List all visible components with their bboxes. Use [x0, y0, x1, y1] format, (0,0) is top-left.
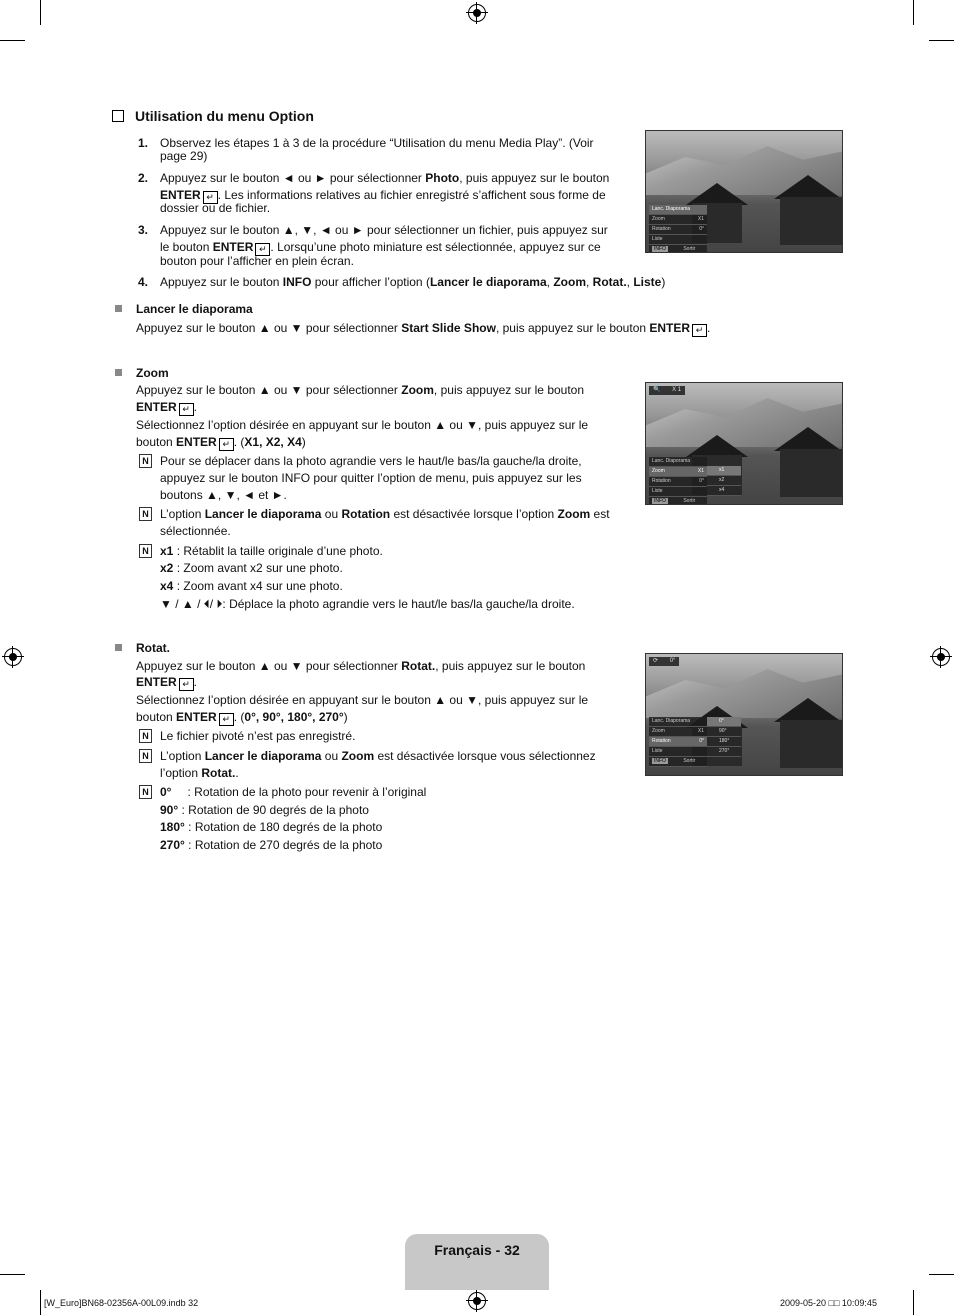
section-title: Utilisation du menu Option	[135, 108, 314, 124]
step-number: 3.	[138, 223, 149, 237]
enter-icon: ↵	[219, 438, 234, 451]
note-text: ▼ / ▲ / ⏴/ ⏵: Déplace la photo agrandie vers le haut/le bas/la gauche/la droite.	[160, 597, 575, 611]
print-footer-date: 2009-05-20 □□ 10:09:45	[780, 1298, 877, 1308]
registration-mark-icon	[932, 648, 950, 666]
registration-mark-icon	[468, 4, 486, 22]
enter-icon: ↵	[692, 324, 707, 337]
option-menu: Lanc. Diaporama Zoom X1 Rotation 0° Liste INFO Sortir	[649, 717, 707, 767]
step-text: bouton pour l’afficher en plein écran.	[160, 254, 354, 268]
crop-mark	[0, 40, 25, 41]
body-text: Appuyez sur le bouton ▲ ou ▼ pour sélectionner Rotat., puis appuyez sur le bouton	[136, 659, 586, 673]
step-text: Observez les étapes 1 à 3 de la procédure “Utilisation du menu Media Play”. (Voir	[160, 136, 594, 150]
subsection-heading: Zoom	[136, 366, 169, 380]
body-text: Sélectionnez l’option désirée en appuyant sur le bouton ▲ ou ▼, puis appuyez sur le	[136, 693, 589, 707]
zoom-indicator: 🔍 X 1	[649, 386, 685, 395]
note-text: x4 : Zoom avant x4 sur une photo.	[160, 579, 343, 593]
option-menu: Lanc. Diaporama Zoom X1 Rotation 0° Liste INFO Sortir	[649, 205, 707, 253]
rotation-indicator: ⟳ 0°	[649, 657, 679, 666]
note-text: Pour se déplacer dans la photo agrandie vers le haut/le bas/la gauche/la droite,	[160, 454, 582, 468]
note-text: x1 : Rétablit la taille originale d’une photo.	[160, 544, 383, 558]
subsection-heading: Rotat.	[136, 641, 170, 655]
rotation-options: 0° 90° 180° 270°	[707, 717, 741, 757]
note-icon: N	[139, 454, 152, 468]
subsection-heading: Lancer le diaporama	[136, 302, 253, 316]
step-number: 4.	[138, 275, 149, 289]
crop-mark	[929, 40, 954, 41]
body-text: ENTER ↵ .	[136, 675, 198, 689]
step-text: page 29)	[160, 149, 208, 163]
enter-icon: ↵	[179, 403, 194, 416]
enter-icon: ↵	[203, 191, 218, 204]
note-icon: N	[139, 729, 152, 743]
note-text: Le fichier pivoté n’est pas enregistré.	[160, 729, 356, 743]
note-text: x2 : Zoom avant x2 sur une photo.	[160, 561, 343, 575]
note-text: l’option Rotat..	[160, 766, 239, 780]
note-text: appuyez sur le bouton INFO pour quitter l’option de menu, puis appuyez sur les	[160, 471, 582, 485]
option-menu: Lanc. Diaporama Zoom X1 Rotation 0° Liste INFO Sortir	[649, 457, 707, 505]
step-text: ENTER ↵ . Les informations relatives au fichier enregistré s’affichent sous forme de	[160, 188, 606, 202]
bullet-square-icon	[115, 369, 122, 376]
photo-screenshot-rotation-menu	[645, 653, 843, 776]
crop-mark	[929, 1274, 954, 1275]
bullet-square-icon	[115, 305, 122, 312]
step-number: 2.	[138, 171, 149, 185]
body-text: bouton ENTER ↵ . (X1, X2, X4)	[136, 435, 306, 449]
enter-icon: ↵	[255, 243, 270, 256]
registration-mark-icon	[4, 648, 22, 666]
photo-screenshot-zoom-menu	[645, 382, 843, 505]
zoom-options: x1 x2 x4	[707, 466, 741, 496]
step-number: 1.	[138, 136, 149, 150]
enter-icon: ↵	[219, 713, 234, 726]
photo-screenshot-option-menu	[645, 130, 843, 253]
checkbox-icon	[112, 110, 124, 122]
crop-mark	[913, 1290, 914, 1315]
body-text: ENTER ↵ .	[136, 400, 198, 414]
page-number: Français - 32	[434, 1242, 520, 1258]
note-text: 0° : Rotation de la photo pour revenir à l’original	[160, 785, 427, 799]
note-icon: N	[139, 507, 152, 521]
crop-mark	[0, 1274, 25, 1275]
note-text: L’option Lancer le diaporama ou Zoom est désactivée lorsque vous sélectionnez	[160, 749, 596, 763]
print-footer-file: [W_Euro]BN68-02356A-00L09.indb 32	[44, 1298, 199, 1308]
enter-icon: ↵	[179, 678, 194, 691]
note-text: 90° : Rotation de 90 degrés de la photo	[160, 803, 369, 817]
note-text: L’option Lancer le diaporama ou Rotation est désactivée lorsque l’option Zoom est	[160, 507, 610, 521]
step-text: le bouton ENTER ↵ . Lorsqu’une photo miniature est sélectionnée, appuyez sur ce	[160, 240, 601, 254]
step-text: Appuyez sur le bouton ◄ ou ► pour sélectionner Photo, puis appuyez sur le bouton	[160, 171, 610, 185]
crop-mark	[913, 0, 914, 25]
step-text: dossier ou de fichier.	[160, 201, 271, 215]
note-text: 270° : Rotation de 270 degrés de la photo	[160, 838, 383, 852]
crop-mark	[40, 0, 41, 25]
note-text: boutons ▲, ▼, ◄ et ►.	[160, 488, 287, 502]
note-icon: N	[139, 544, 152, 558]
body-text: Sélectionnez l’option désirée en appuyant sur le bouton ▲ ou ▼, puis appuyez sur le	[136, 418, 589, 432]
note-text: sélectionnée.	[160, 524, 231, 538]
note-icon: N	[139, 749, 152, 763]
body-text: bouton ENTER ↵ . (0°, 90°, 180°, 270°)	[136, 710, 348, 724]
note-text: 180° : Rotation de 180 degrés de la photo	[160, 820, 383, 834]
step-text: Appuyez sur le bouton INFO pour afficher l’option (Lancer le diaporama, Zoom, Rotat., Liste)	[160, 275, 666, 289]
note-icon: N	[139, 785, 152, 799]
body-text: Appuyez sur le bouton ▲ ou ▼ pour sélectionner Zoom, puis appuyez sur le bouton	[136, 383, 585, 397]
step-text: Appuyez sur le bouton ▲, ▼, ◄ ou ► pour sélectionner un fichier, puis appuyez sur	[160, 223, 608, 237]
crop-mark	[40, 1290, 41, 1315]
bullet-square-icon	[115, 644, 122, 651]
registration-mark-icon	[468, 1292, 486, 1310]
body-text: Appuyez sur le bouton ▲ ou ▼ pour sélectionner Start Slide Show, puis appuyez sur le bouton ENTER ↵ .	[136, 321, 711, 335]
